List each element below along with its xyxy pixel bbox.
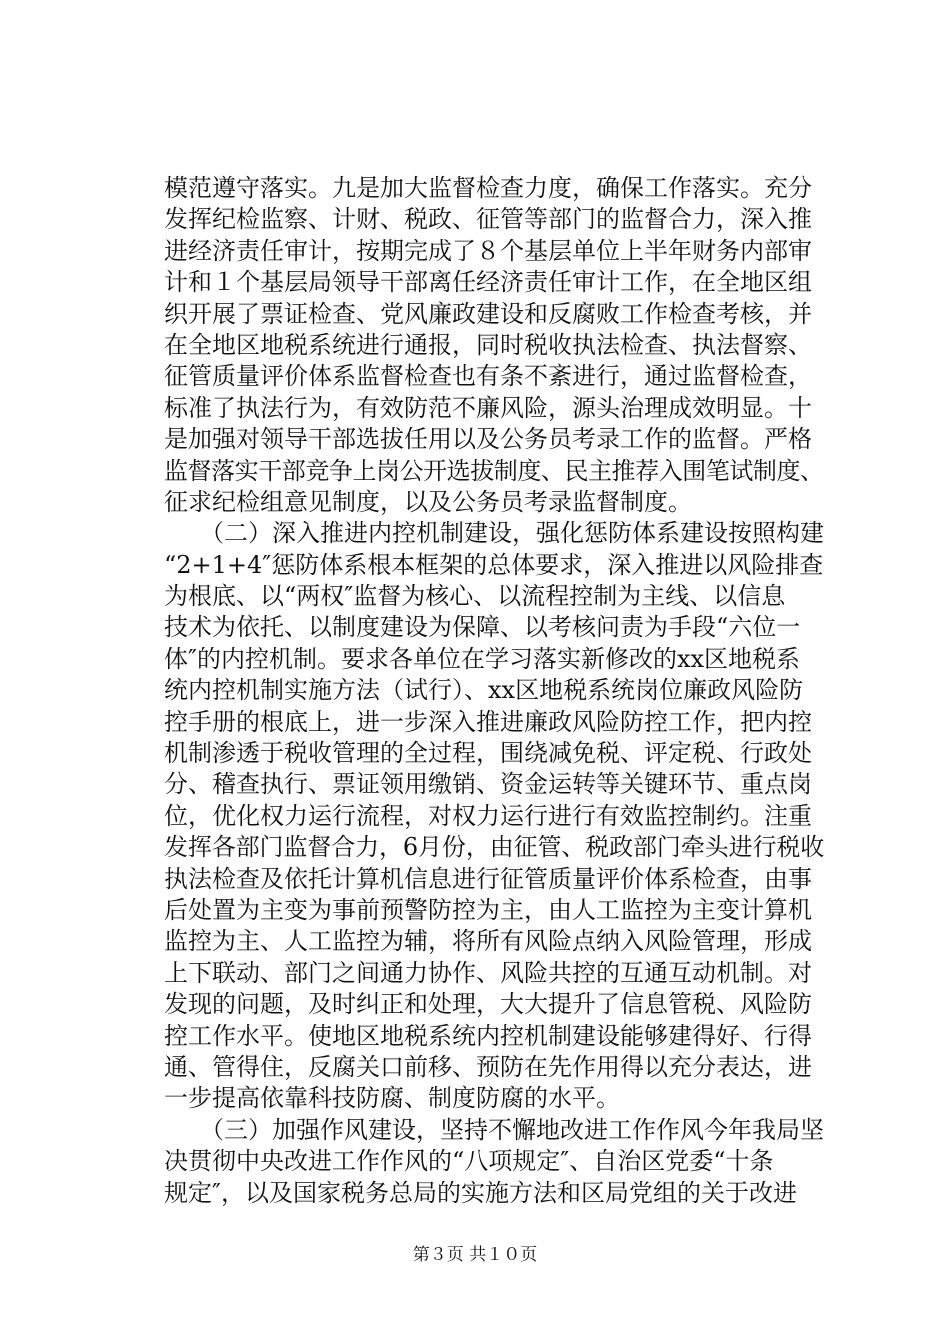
text-line: 是加强对领导干部选拔任用以及公务员考录工作的监督。严格 [164, 425, 812, 454]
text-line: 模范遵守落实。九是加大监督检查力度，确保工作落实。充分 [164, 174, 812, 202]
text-line: 位，优化权力运行流程，对权力运行进行有效监控制约。注重 [164, 801, 812, 830]
document-body [164, 173, 824, 1209]
text-line: 在全地区地税系统进行通报，同时税收执法检查、执法督察、 [164, 330, 812, 359]
text-line: （二）深入推进内控机制建设，强化惩防体系建设按照构建 [164, 519, 824, 548]
text-line: 控工作水平。使地区地税系统内控机制建设能够建得好、行得 [164, 1021, 812, 1050]
text-line: 监督落实干部竞争上岗公开选拔制度、民主推荐入围笔试制度、 [164, 456, 824, 485]
text-line: 决贯彻中央改进工作作风的“八项规定″、自治区党委“十条 [164, 1147, 774, 1176]
text-line: 上下联动、部门之间通力协作、风险共控的互通互动机制。对 [164, 958, 812, 987]
text-line: 发挥纪检监察、计财、税政、征管等部门的监督合力，深入推 [164, 205, 812, 234]
text-line: 监控为主、人工监控为辅，将所有风险点纳入风险管理，形成 [164, 927, 812, 956]
text-line: 计和１个基层局领导干部离任经济责任审计工作，在全地区组 [164, 268, 812, 297]
text-line: 征求纪检组意见制度，以及公务员考录监督制度。 [164, 487, 692, 516]
text-line: “2+1+4″惩防体系根本框架的总体要求，深入推进以风险排查 [164, 550, 824, 579]
text-line: 后处置为主变为事前预警防控为主，由人工监控为主变计算机 [164, 895, 812, 924]
text-line: 机制渗透于税收管理的全过程，围绕减免税、评定税、行政处 [164, 739, 812, 768]
text-line: 执法检查及依托计算机信息进行征管质量评价体系检查，由事 [164, 864, 812, 893]
text-line: 征管质量评价体系监督检查也有条不紊进行，通过监督检查， [164, 362, 812, 391]
text-line: 体″的内控机制。要求各单位在学习落实新修改的xx区地税系 [164, 644, 801, 673]
text-line: （三）加强作风建设，坚持不懈地改进工作作风今年我局坚 [164, 1115, 824, 1144]
text-line: 为根底、以“两权″监督为核心、以流程控制为主线、以信息 [164, 582, 786, 611]
text-line: 标准了执法行为，有效防范不廉风险，源头治理成效明显。十 [164, 393, 812, 422]
text-line: 进经济责任审计，按期完成了８个基层单位上半年财务内部审 [164, 236, 812, 265]
text-line: 技术为依托、以制度建设为保障、以考核问责为手段“六位一 [164, 613, 801, 642]
text-line: 规定″，以及国家税务总局的实施方法和区局党组的关于改进 [164, 1178, 797, 1207]
text-line: 发挥各部门监督合力，6月份，由征管、税政部门牵头进行税收 [164, 833, 825, 862]
page-footer: 第３页 共１０页 [412, 1245, 538, 1265]
text-line: 统内控机制实施方法（试行）、xx区地税系统岗位廉政风险防 [164, 676, 804, 705]
text-line: 一步提高依靠科技防腐、制度防腐的水平。 [164, 1084, 620, 1113]
text-line: 发现的问题，及时纠正和处理，大大提升了信息管税、风险防 [164, 990, 812, 1019]
text-line: 织开展了票证检查、党风廉政建设和反腐败工作检查考核，并 [164, 299, 812, 328]
text-line: 通、管得住，反腐关口前移、预防在先作用得以充分表达，进 [164, 1052, 812, 1081]
text-line: 控手册的根底上，进一步深入推进廉政风险防控工作，把内控 [164, 707, 812, 736]
text-line: 分、稽查执行、票证领用缴销、资金运转等关键环节、重点岗 [164, 770, 812, 799]
